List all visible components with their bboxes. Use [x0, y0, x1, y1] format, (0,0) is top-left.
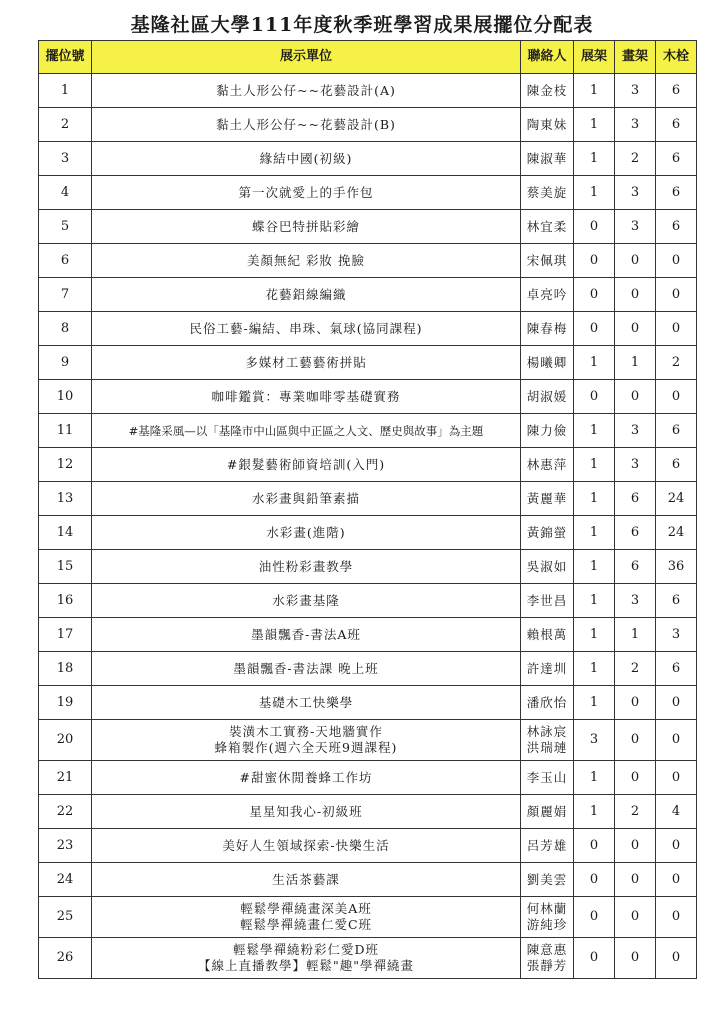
unit-name-cell-line: 緣結中國(初級): [259, 150, 353, 166]
booth-number-cell: 19: [39, 686, 92, 720]
contact-person-cell: [521, 761, 574, 795]
wooden-peg-cell: 0: [656, 278, 697, 312]
booth-allocation-table: [38, 40, 697, 979]
wooden-peg-cell: 6: [656, 176, 697, 210]
table-row: [39, 482, 697, 516]
unit-name-cell: [92, 550, 521, 584]
display-rack-cell: 0: [574, 380, 615, 414]
wooden-peg-cell: 6: [656, 142, 697, 176]
painting-rack-cell: 0: [615, 829, 656, 863]
contact-person-cell-line: 黃錦螢: [526, 524, 568, 540]
unit-name-cell-line: 多媒材工藝藝術拼貼: [245, 354, 367, 370]
table-row: [39, 312, 697, 346]
header-display-rack: 展架: [574, 41, 615, 74]
unit-name-cell: [92, 414, 521, 448]
unit-name-cell-line: 蜂箱製作(週六全天班9週課程): [214, 740, 398, 755]
table-row: [39, 142, 697, 176]
contact-person-cell: [521, 686, 574, 720]
unit-name-cell: [92, 829, 521, 863]
booth-number-cell: 20: [39, 720, 92, 761]
booth-number-cell: 21: [39, 761, 92, 795]
contact-person-cell: [521, 829, 574, 863]
contact-person-cell-line: 張靜芳: [526, 958, 568, 973]
booth-number-cell: 1: [39, 74, 92, 108]
unit-name-cell-line: 美顏無紀 彩妝 挽臉: [247, 252, 365, 268]
wooden-peg-cell: 6: [656, 652, 697, 686]
display-rack-cell: 1: [574, 448, 615, 482]
display-rack-cell: 1: [574, 652, 615, 686]
contact-person-cell-line: 蔡美旋: [526, 184, 568, 200]
booth-number-cell: 13: [39, 482, 92, 516]
contact-person-cell-line: 陳意惠: [526, 942, 568, 957]
painting-rack-cell: 3: [615, 176, 656, 210]
table-row: [39, 897, 697, 938]
unit-name-cell: [92, 346, 521, 380]
wooden-peg-cell: 6: [656, 414, 697, 448]
contact-person-cell-line: 李世昌: [526, 592, 568, 608]
contact-person-cell-line: 胡淑媛: [526, 388, 568, 404]
display-rack-cell: 1: [574, 795, 615, 829]
document-title: 基隆社區大學111年度秋季班學習成果展擺位分配表: [130, 14, 594, 36]
wooden-peg-cell: 0: [656, 720, 697, 761]
booth-number-cell: 10: [39, 380, 92, 414]
unit-name-cell: [92, 482, 521, 516]
table-row: [39, 380, 697, 414]
unit-name-cell-line: 花藝鋁線編織: [265, 286, 347, 302]
unit-name-cell-line: 水彩畫與鉛筆素描: [251, 490, 360, 506]
booth-number-cell: 25: [39, 897, 92, 938]
contact-person-cell: [521, 176, 574, 210]
wooden-peg-cell: 24: [656, 482, 697, 516]
painting-rack-cell: 2: [615, 142, 656, 176]
table-row: [39, 176, 697, 210]
painting-rack-cell: 0: [615, 897, 656, 938]
painting-rack-cell: 0: [615, 938, 656, 979]
wooden-peg-cell: 2: [656, 346, 697, 380]
table-row: [39, 618, 697, 652]
unit-name-cell: [92, 686, 521, 720]
contact-person-cell: [521, 312, 574, 346]
display-rack-cell: 1: [574, 108, 615, 142]
contact-person-cell-line: 陶東妹: [526, 116, 568, 132]
booth-number-cell: 24: [39, 863, 92, 897]
contact-person-cell-line: 陳力儉: [526, 422, 568, 438]
unit-name-cell-line: 民俗工藝-編結、串珠、氣球(協同課程): [189, 320, 423, 336]
contact-person-cell-line: 呂芳雄: [526, 837, 568, 853]
unit-name-cell-line: 【線上直播教學】輕鬆"趣"學禪繞畫: [198, 958, 414, 973]
contact-person-cell: [521, 652, 574, 686]
unit-name-cell: [92, 448, 521, 482]
contact-person-cell-line: 潘欣怡: [526, 694, 568, 710]
contact-person-cell: [521, 938, 574, 979]
display-rack-cell: 3: [574, 720, 615, 761]
contact-person-cell-line: 林惠萍: [526, 456, 568, 472]
display-rack-cell: 1: [574, 176, 615, 210]
contact-person-cell-line: 洪瑞璉: [526, 740, 568, 755]
display-rack-cell: 1: [574, 516, 615, 550]
booth-number-cell: 23: [39, 829, 92, 863]
contact-person-cell: [521, 584, 574, 618]
booth-number-cell: 7: [39, 278, 92, 312]
contact-person-cell: [521, 795, 574, 829]
booth-number-cell: 9: [39, 346, 92, 380]
contact-person-cell: [521, 618, 574, 652]
painting-rack-cell: 3: [615, 74, 656, 108]
table-row: [39, 414, 697, 448]
unit-name-cell-line: 輕鬆學禪繞粉彩仁愛D班: [232, 942, 380, 957]
painting-rack-cell: 6: [615, 516, 656, 550]
unit-name-cell-line: 黏土人形公仔~~花藝設計(B): [216, 116, 396, 132]
booth-number-cell: 4: [39, 176, 92, 210]
table-row: [39, 210, 697, 244]
wooden-peg-cell: 4: [656, 795, 697, 829]
unit-name-cell-line: 星星知我心-初級班: [249, 803, 363, 819]
table-row: [39, 584, 697, 618]
painting-rack-cell: 3: [615, 584, 656, 618]
painting-rack-cell: 3: [615, 108, 656, 142]
painting-rack-cell: 6: [615, 550, 656, 584]
display-rack-cell: 1: [574, 482, 615, 516]
contact-person-cell-line: 林詠宸: [526, 724, 568, 739]
table-row: [39, 829, 697, 863]
unit-name-cell-line: 水彩畫(進階): [266, 524, 346, 540]
wooden-peg-cell: 0: [656, 761, 697, 795]
unit-name-cell: [92, 863, 521, 897]
contact-person-cell-line: 游純珍: [526, 917, 568, 932]
unit-name-cell-line: 蝶谷巴特拼貼彩繪: [251, 218, 360, 234]
booth-number-cell: 8: [39, 312, 92, 346]
contact-person-cell-line: 黃麗華: [526, 490, 568, 506]
table-row: [39, 448, 697, 482]
booth-number-cell: 26: [39, 938, 92, 979]
unit-name-cell-line: #銀髮藝術師資培訓(入門): [226, 456, 386, 472]
unit-name-cell: [92, 108, 521, 142]
wooden-peg-cell: 0: [656, 380, 697, 414]
display-rack-cell: 0: [574, 938, 615, 979]
contact-person-cell: [521, 448, 574, 482]
display-rack-cell: 0: [574, 897, 615, 938]
unit-name-cell-line: 黏土人形公仔~~花藝設計(A): [216, 82, 396, 98]
wooden-peg-cell: 0: [656, 312, 697, 346]
table-row: [39, 108, 697, 142]
painting-rack-cell: 1: [615, 618, 656, 652]
painting-rack-cell: 0: [615, 244, 656, 278]
unit-name-cell: [92, 938, 521, 979]
header-painting-rack: 畫架: [615, 41, 656, 74]
display-rack-cell: 0: [574, 210, 615, 244]
wooden-peg-cell: 6: [656, 584, 697, 618]
unit-name-cell: [92, 761, 521, 795]
wooden-peg-cell: 6: [656, 74, 697, 108]
unit-name-cell-line: 輕鬆學禪繞畫深美A班: [240, 901, 372, 916]
unit-name-cell: [92, 618, 521, 652]
unit-name-cell-line: 墨韻飄香-書法A班: [251, 626, 361, 642]
unit-name-cell: [92, 380, 521, 414]
painting-rack-cell: 0: [615, 312, 656, 346]
unit-name-cell: [92, 74, 521, 108]
wooden-peg-cell: 0: [656, 686, 697, 720]
table-row: [39, 244, 697, 278]
display-rack-cell: 1: [574, 618, 615, 652]
contact-person-cell: [521, 414, 574, 448]
unit-name-cell-line: 美好人生領域探索-快樂生活: [222, 837, 390, 853]
unit-name-cell-line: 生活茶藝課: [272, 871, 340, 887]
display-rack-cell: 0: [574, 278, 615, 312]
unit-name-cell-line: 油性粉彩畫教學: [258, 558, 354, 574]
wooden-peg-cell: 0: [656, 244, 697, 278]
wooden-peg-cell: 0: [656, 863, 697, 897]
unit-name-cell-line: 咖啡鑑賞：專業咖啡零基礎實務: [211, 388, 401, 404]
unit-name-cell-line: 水彩畫基隆: [272, 592, 340, 608]
display-rack-cell: 1: [574, 686, 615, 720]
header-unit: 展示單位: [92, 41, 521, 74]
booth-number-cell: 11: [39, 414, 92, 448]
table-row: [39, 74, 697, 108]
booth-number-cell: 15: [39, 550, 92, 584]
unit-name-cell: [92, 278, 521, 312]
painting-rack-cell: 3: [615, 448, 656, 482]
contact-person-cell: [521, 210, 574, 244]
booth-number-cell: 5: [39, 210, 92, 244]
painting-rack-cell: 0: [615, 863, 656, 897]
contact-person-cell-line: 卓亮吟: [526, 286, 568, 302]
painting-rack-cell: 0: [615, 720, 656, 761]
display-rack-cell: 1: [574, 346, 615, 380]
table-row: [39, 278, 697, 312]
contact-person-cell-line: 何林蘭: [526, 901, 568, 916]
wooden-peg-cell: 24: [656, 516, 697, 550]
painting-rack-cell: 2: [615, 795, 656, 829]
table-row: [39, 761, 697, 795]
contact-person-cell-line: 顏麗娟: [526, 803, 568, 819]
display-rack-cell: 1: [574, 584, 615, 618]
unit-name-cell-line: 墨韻飄香-書法課 晚上班: [233, 660, 379, 676]
header-booth-no: 擺位號: [39, 41, 92, 74]
contact-person-cell: [521, 482, 574, 516]
table-header-row: [39, 41, 697, 74]
booth-number-cell: 6: [39, 244, 92, 278]
painting-rack-cell: 0: [615, 686, 656, 720]
booth-number-cell: 3: [39, 142, 92, 176]
display-rack-cell: 1: [574, 142, 615, 176]
display-rack-cell: 0: [574, 863, 615, 897]
contact-person-cell-line: 許達圳: [526, 660, 568, 676]
unit-name-cell-line: 基礎木工快樂學: [258, 694, 354, 710]
unit-name-cell: [92, 652, 521, 686]
unit-name-cell: [92, 176, 521, 210]
unit-name-cell-line: 輕鬆學禪繞畫仁愛C班: [239, 917, 373, 932]
table-body: [39, 74, 697, 979]
contact-person-cell: [521, 720, 574, 761]
header-wooden-peg: 木栓: [656, 41, 697, 74]
unit-name-cell: [92, 210, 521, 244]
painting-rack-cell: 0: [615, 761, 656, 795]
contact-person-cell-line: 楊曦卿: [526, 354, 568, 370]
display-rack-cell: 1: [574, 414, 615, 448]
table-row: [39, 686, 697, 720]
unit-name-cell: [92, 142, 521, 176]
booth-number-cell: 22: [39, 795, 92, 829]
table-row: [39, 550, 697, 584]
table-row: [39, 720, 697, 761]
contact-person-cell-line: 陳春梅: [526, 320, 568, 336]
contact-person-cell: [521, 142, 574, 176]
booth-number-cell: 14: [39, 516, 92, 550]
contact-person-cell-line: 林宜柔: [526, 218, 568, 234]
display-rack-cell: 0: [574, 829, 615, 863]
contact-person-cell-line: 吳淑如: [526, 558, 568, 574]
booth-number-cell: 17: [39, 618, 92, 652]
painting-rack-cell: 3: [615, 414, 656, 448]
contact-person-cell: [521, 516, 574, 550]
table-row: [39, 795, 697, 829]
painting-rack-cell: 1: [615, 346, 656, 380]
wooden-peg-cell: 6: [656, 210, 697, 244]
contact-person-cell: [521, 897, 574, 938]
contact-person-cell-line: 陳淑華: [526, 150, 568, 166]
wooden-peg-cell: 3: [656, 618, 697, 652]
unit-name-cell: [92, 897, 521, 938]
wooden-peg-cell: 0: [656, 829, 697, 863]
contact-person-cell-line: 劉美雲: [526, 871, 568, 887]
table-row: [39, 346, 697, 380]
unit-name-cell: [92, 312, 521, 346]
display-rack-cell: 1: [574, 761, 615, 795]
unit-name-cell: [92, 584, 521, 618]
painting-rack-cell: 3: [615, 210, 656, 244]
display-rack-cell: 0: [574, 312, 615, 346]
contact-person-cell: [521, 550, 574, 584]
contact-person-cell-line: 宋佩琪: [526, 252, 568, 268]
wooden-peg-cell: 6: [656, 448, 697, 482]
wooden-peg-cell: 0: [656, 897, 697, 938]
contact-person-cell: [521, 278, 574, 312]
unit-name-cell: [92, 244, 521, 278]
booth-number-cell: 12: [39, 448, 92, 482]
booth-number-cell: 18: [39, 652, 92, 686]
display-rack-cell: 1: [574, 550, 615, 584]
table-row: [39, 516, 697, 550]
contact-person-cell: [521, 380, 574, 414]
booth-number-cell: 2: [39, 108, 92, 142]
painting-rack-cell: 0: [615, 380, 656, 414]
contact-person-cell-line: 賴根萬: [526, 626, 568, 642]
contact-person-cell: [521, 346, 574, 380]
header-contact: 聯絡人: [521, 41, 574, 74]
contact-person-cell: [521, 74, 574, 108]
booth-number-cell: 16: [39, 584, 92, 618]
painting-rack-cell: 6: [615, 482, 656, 516]
unit-name-cell: [92, 795, 521, 829]
unit-name-cell-line: 裝潢木工實務-天地牆實作: [229, 724, 383, 739]
unit-name-cell-line: #基隆采風—以「基隆市中山區與中正區之人文、歷史與故事」為主題: [128, 423, 484, 438]
display-rack-cell: 0: [574, 244, 615, 278]
table-row: [39, 652, 697, 686]
unit-name-cell-line: 第一次就愛上的手作包: [238, 184, 374, 200]
unit-name-cell-line: #甜蜜休閒養蜂工作坊: [239, 769, 373, 785]
unit-name-cell: [92, 720, 521, 761]
table-row: [39, 938, 697, 979]
painting-rack-cell: 0: [615, 278, 656, 312]
contact-person-cell: [521, 244, 574, 278]
contact-person-cell-line: 陳金枝: [526, 82, 568, 98]
display-rack-cell: 1: [574, 74, 615, 108]
table-row: [39, 863, 697, 897]
contact-person-cell: [521, 863, 574, 897]
wooden-peg-cell: 6: [656, 108, 697, 142]
contact-person-cell-line: 李玉山: [526, 769, 568, 785]
wooden-peg-cell: 36: [656, 550, 697, 584]
unit-name-cell: [92, 516, 521, 550]
contact-person-cell: [521, 108, 574, 142]
wooden-peg-cell: 0: [656, 938, 697, 979]
painting-rack-cell: 2: [615, 652, 656, 686]
